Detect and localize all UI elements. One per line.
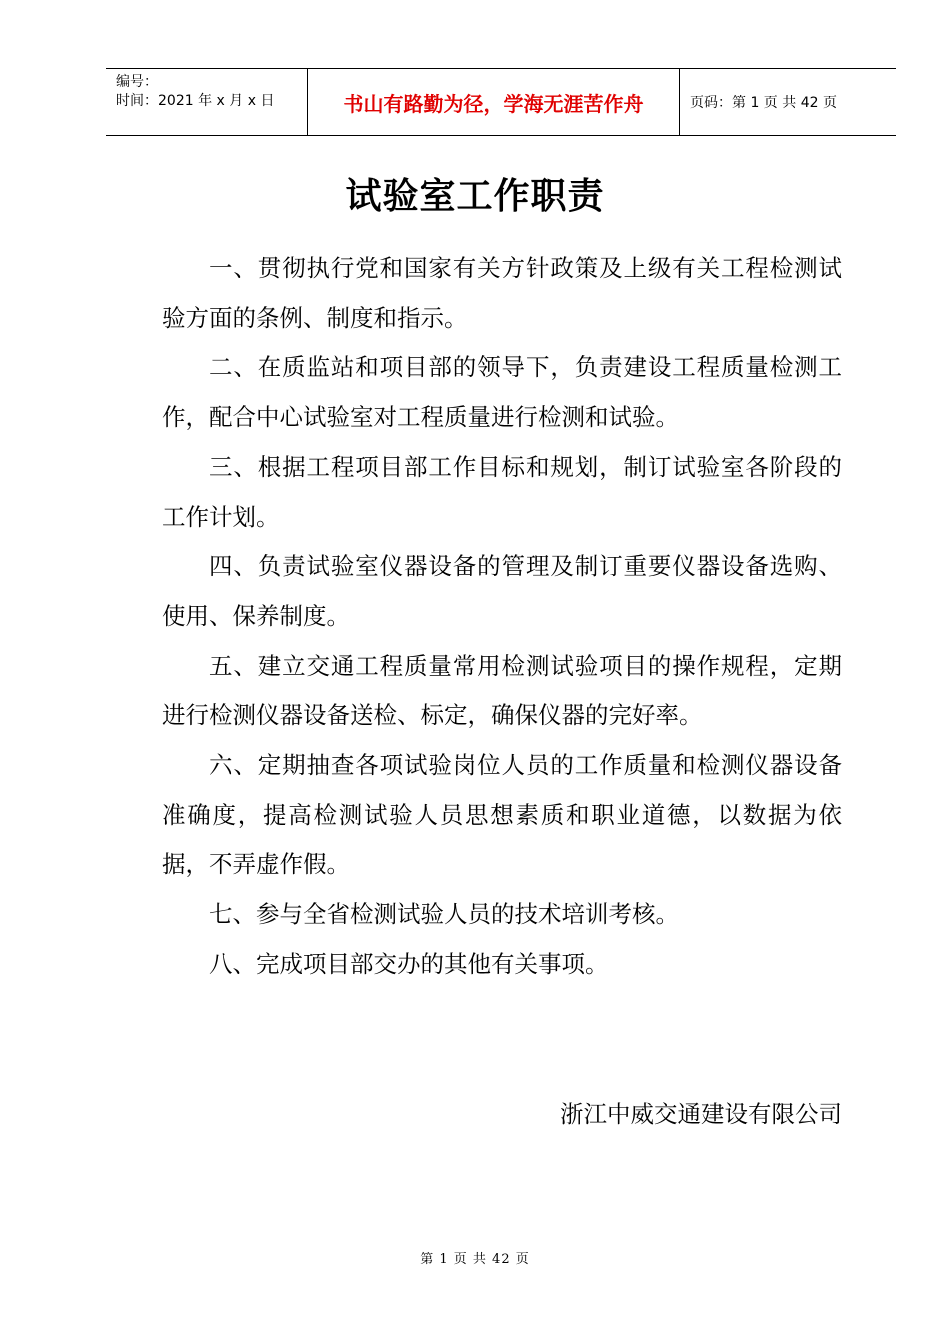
page-info-text: 页码：第 1 页 共 42 页 [690, 95, 837, 111]
page-footer: 第 1 页 共 42 页 [420, 1252, 530, 1267]
paragraph-5: 五、建立交通工程质量常用检测试验项目的操作规程，定期进行检测仪器设备送检、标定，确保仪器的完好率。 [162, 651, 842, 730]
header-motto [308, 69, 680, 135]
paragraph-4: 四、负责试验室仪器设备的管理及制订重要仪器设备选购、使用、保养制度。 [162, 552, 842, 630]
number-label: 编号： [116, 74, 158, 90]
paragraph-7: 七、参与全省检测试验人员的技术培训考核。 [209, 900, 679, 929]
page-header [106, 68, 896, 136]
paragraph-8: 八、完成项目部交办的其他有关事项。 [209, 949, 609, 978]
header-meta [106, 69, 308, 135]
page-title: 试验室工作职责 [345, 176, 605, 217]
paragraph-2: 二、在质监站和项目部的领导下，负责建设工程质量检测工作，配合中心试验室对工程质量进行检测和试验。 [162, 353, 842, 432]
company-signature: 浙江中威交通建设有限公司 [560, 1100, 842, 1128]
header-page-info [680, 69, 896, 135]
paragraph-6: 六、定期抽查各项试验岗位人员的工作质量和检测仪器设备准确度，提高检测试验人员思想素质和职业道德，以数据为依据，不弄虚作假。 [162, 751, 842, 879]
document-body [162, 244, 842, 990]
motto-text: 书山有路勤为径，学海无涯苦作舟 [343, 91, 644, 116]
time-label: 时间：2021 年 x 月 x 日 [116, 93, 275, 109]
paragraph-1: 一、贯彻执行党和国家有关方针政策及上级有关工程检测试验方面的条例、制度和指示。 [162, 254, 842, 332]
paragraph-3: 三、根据工程项目部工作目标和规划，制订试验室各阶段的工作计划。 [162, 452, 842, 531]
